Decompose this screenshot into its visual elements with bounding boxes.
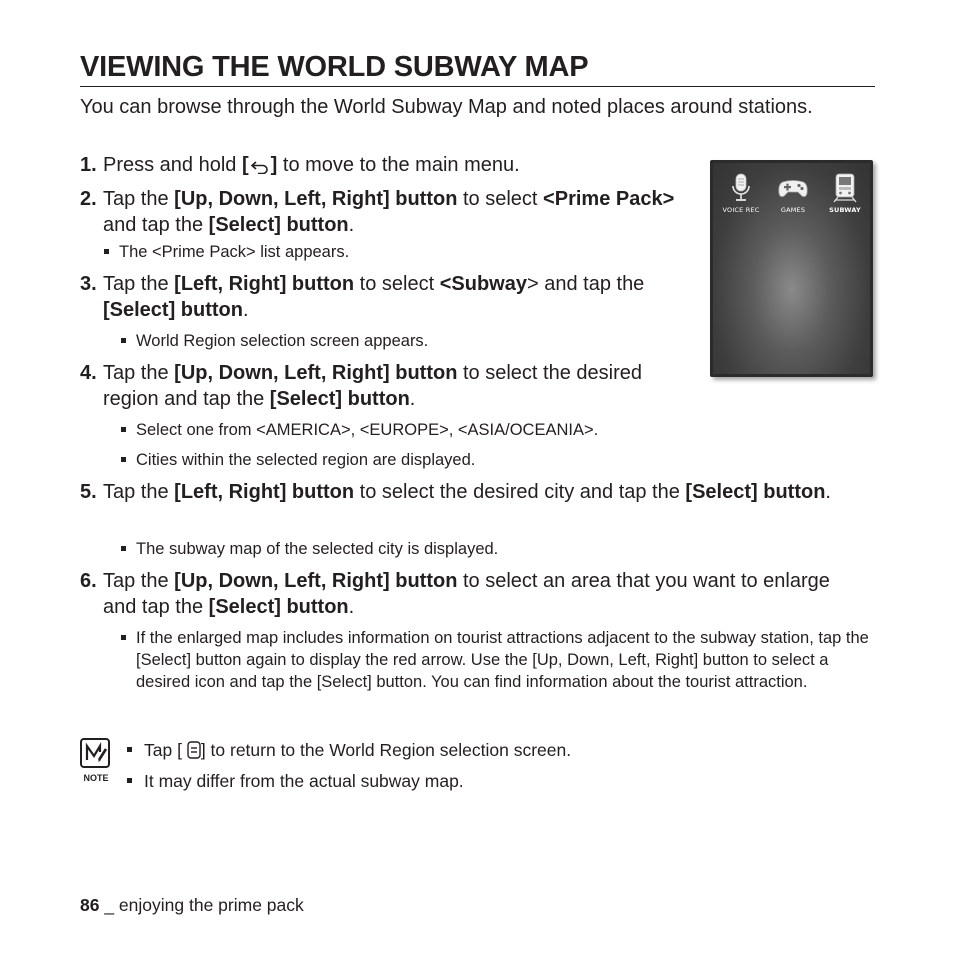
bullet-square [121,427,126,432]
intro-paragraph: You can browse through the World Subway Map and noted places around stations. [80,96,813,118]
app-subway [820,173,870,214]
step-number: 5. [80,481,97,503]
bullet-square [127,778,132,783]
app-games [768,173,818,214]
step-text: Press and hold [ ] to move to the main menu. [103,154,520,176]
step-text: Tap the [Left, Right] button to select <Subway> and tap the [Select] button. [103,273,645,321]
menu-button-icon [187,741,201,759]
microphone-icon [728,173,754,203]
step-text: Tap the [Left, Right] button to select the desired city and tap the [Select] button. [103,481,831,503]
device-screen [713,163,870,374]
app-label: VOICE REC [722,206,760,214]
page-number: 86 [80,895,100,915]
step-text: Tap the [Up, Down, Left, Right] button to select an area that you want to enlarge and tap the [Select] button. [103,570,830,618]
app-label: SUBWAY [829,206,861,214]
step-number: 1. [80,154,97,176]
step-number: 4. [80,362,97,384]
back-icon [249,158,271,174]
gamepad-icon [777,173,809,203]
step-number: 6. [80,570,97,592]
bullet-square [104,249,109,254]
subway-train-icon [831,173,859,203]
section-name: _ enjoying the prime pack [99,895,304,915]
app-voice-rec [716,173,766,214]
step-text: Tap the [Up, Down, Left, Right] button to select the desired region and tap the [Select] button. [103,362,642,410]
note-label: NOTE [83,773,109,783]
step-text: Tap the [Up, Down, Left, Right] button to select <Prime Pack> and tap the [Select] button. [103,188,675,236]
step-number: 2. [80,188,97,210]
page-title: VIEWING THE WORLD SUBWAY MAP [80,51,589,83]
title-divider [80,86,875,87]
note-icon [80,738,110,768]
bullet-square [121,338,126,343]
step-number: 3. [80,273,97,295]
app-label: GAMES [780,206,806,214]
bullet-square [121,457,126,462]
bullet-square [121,635,126,640]
bullet-square [121,546,126,551]
device-screenshot [710,160,873,377]
bullet-square [127,747,132,752]
page-footer [80,895,304,916]
